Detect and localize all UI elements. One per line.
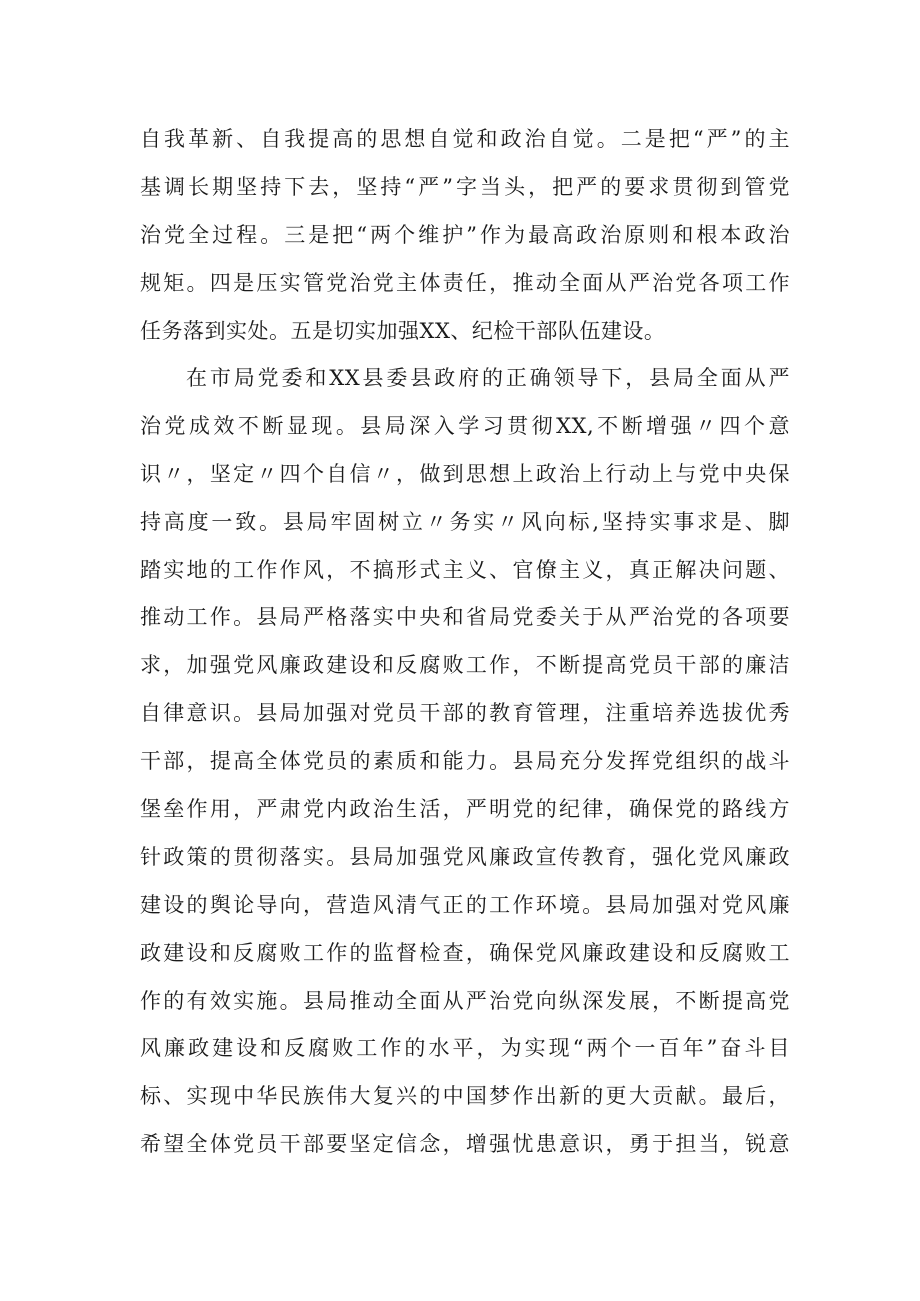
text-line: 堡垒作用，严肃党内政治生活，严明党的纪律，确保党的路线方 xyxy=(140,797,790,822)
text-line: 自律意识。县局加强对党员干部的教育管理，注重培养选拔优秀 xyxy=(140,701,790,726)
text-line: 建设的舆论导向，营造风清气正的工作环境。县局加强对党风廉 xyxy=(140,892,790,917)
text-line: 政建设和反腐败工作的监督检查，确保党风廉政建设和反腐败工 xyxy=(140,940,790,965)
text-line: 识〃，坚定〃四个自信〃，做到思想上政治上行动上与党中央保 xyxy=(140,461,790,486)
text-line: 作的有效实施。县局推动全面从严治党向纵深发展，不断提高党 xyxy=(140,988,790,1013)
text-line: 踏实地的工作作风，不搞形式主义、官僚主义，真正解决问题、 xyxy=(140,557,790,582)
text-line: 治党全过程。三是把“两个维护”作为最高政治原则和根本政治 xyxy=(140,222,790,247)
text-line: 任务落到实处。五是切实加强XX、纪检干部队伍建设。 xyxy=(140,318,666,343)
text-line: 在市局党委和XX县委县政府的正确领导下，县局全面从严 xyxy=(186,366,790,390)
text-line: 标、实现中华民族伟大复兴的中国梦作出新的更大贡献。最后， xyxy=(140,1084,790,1109)
text-line: 风廉政建设和反腐败工作的水平，为实现“两个一百年”奋斗目 xyxy=(140,1036,790,1061)
text-line: 基调长期坚持下去，坚持“严”字当头，把严的要求贯彻到管党 xyxy=(140,174,790,199)
text-line: 自我革新、自我提高的思想自觉和政治自觉。二是把“严”的主 xyxy=(140,127,790,151)
text-line: 针政策的贯彻落实。县局加强党风廉政宣传教育，强化党风廉政 xyxy=(140,844,790,869)
text-line: 干部，提高全体党员的素质和能力。县局充分发挥党组织的战斗 xyxy=(140,749,790,774)
text-line: 求，加强党风廉政建设和反腐败工作，不断提高党员干部的廉洁 xyxy=(140,653,790,678)
paragraph-1 xyxy=(140,116,790,355)
text-line: 推动工作。县局严格落实中央和省局党委关于从严治党的各项要 xyxy=(140,605,790,630)
text-line: 治党成效不断显现。县局深入学习贯彻XX,不断增强〃四个意 xyxy=(140,413,790,438)
paragraph-2 xyxy=(140,355,790,1169)
text-line: 规矩。四是压实管党治党主体责任，推动全面从严治党各项工作 xyxy=(140,270,790,295)
text-line: 持高度一致。县局牢固树立〃务实〃风向标,坚持实事求是、脚 xyxy=(140,509,790,534)
text-line: 希望全体党员干部要坚定信念，增强忧患意识，勇于担当，锐意 xyxy=(140,1132,790,1157)
